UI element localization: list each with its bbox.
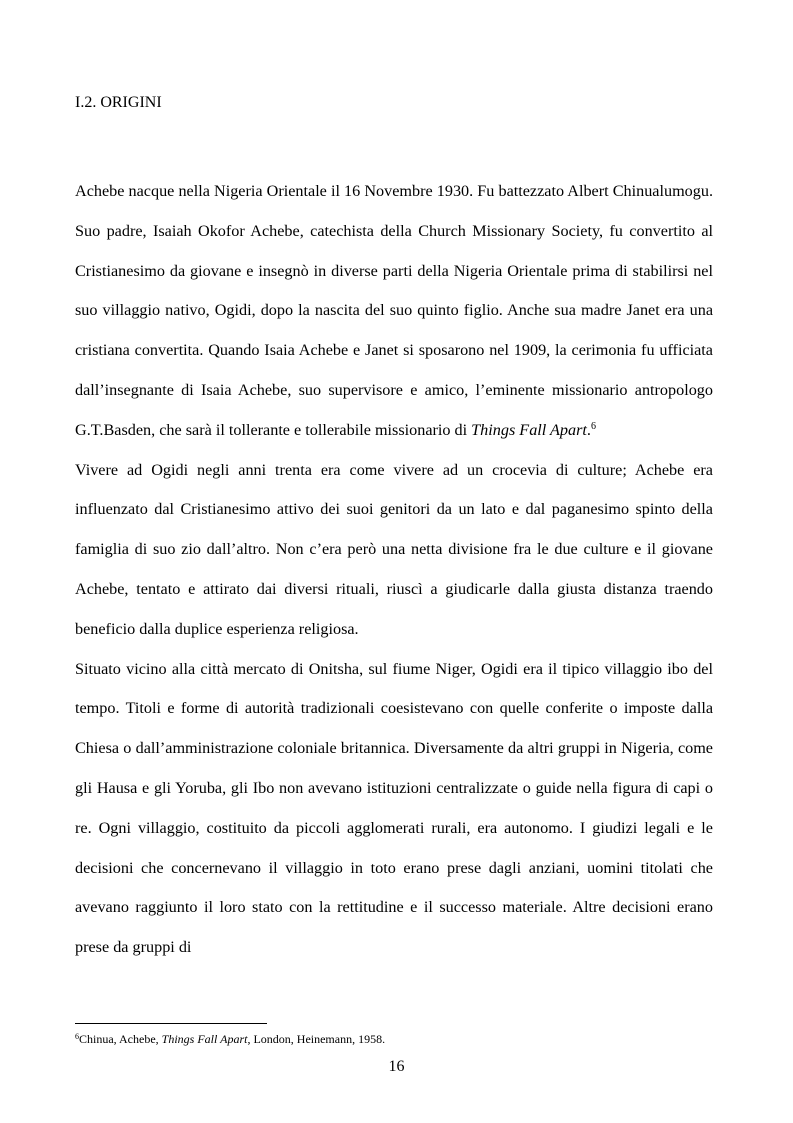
footnote xyxy=(75,1031,385,1047)
page-number: 16 xyxy=(388,1058,405,1075)
paragraph-1-end: . xyxy=(586,420,591,439)
footnote-text: Chinua, Achebe, xyxy=(79,1032,162,1046)
footnote-divider xyxy=(75,1023,267,1024)
paragraph-1-text: Achebe nacque nella Nigeria Orientale il 16 Novembre 1930. Fu battezzato Albert Chinualumogu. Suo padre, Isaiah Okofor Achebe, catechista della Church Missionary Society, fu convertito al Cristianesimo da giovane e insegnò in diverse parti della Nigeria Orientale prima di stabilirsi nel suo villaggio nativo, Ogidi, dopo la nascita del suo quinto figlio. Anche sua madre Janet era una cristiana convertita. Quando Isaia Achebe e Janet si sposarono nel 1909, la cerimonia fu ufficiata dall’insegnante di Isaia Achebe, suo supervisore e amico, l’eminente missionario antropologo G.T.Basden, che sarà il tollerante e tollerabile missionario di xyxy=(75,182,713,439)
footnote-reference[interactable]: 6 xyxy=(590,420,596,432)
book-title: Things Fall Apart xyxy=(471,420,587,439)
footnote-text-end: , London, Heinemann, 1958. xyxy=(247,1032,386,1046)
body-text xyxy=(75,172,713,968)
paragraph-2: Vivere ad Ogidi negli anni trenta era come vivere ad un crocevia di culture; Achebe era influenzato dal Cristianesimo attivo dei suoi genitori da un lato e dal paganesimo spinto della famiglia di suo zio dall’altro. Non c’era però una netta divisione fra le due culture e il giovane Achebe, tentato e attirato dai diversi rituali, riuscì a giudicarle dalla giusta distanza traendo beneficio dalla duplice esperienza religiosa. xyxy=(75,460,713,638)
paragraph-1 xyxy=(75,172,713,451)
footnote-marker: 6 xyxy=(75,1032,79,1041)
paragraph-3: Situato vicino alla città mercato di Onitsha, sul fiume Niger, Ogidi era il tipico villaggio ibo del tempo. Titoli e forme di autorità tradizionali coesistevano con quelle conferite o imposte dalla Chiesa o dall’amministrazione coloniale britannica. Diversamente da altri gruppi in Nigeria, come gli Hausa e gli Yoruba, gli Ibo non avevano istituzioni centralizzate o guide nella figura di capi o re. Ogni villaggio, costituito da piccoli agglomerati rurali, era autonomo. I giudizi legali e le decisioni che concernevano il villaggio in toto erano prese dagli anziani, uomini titolati che avevano raggiunto il loro stato con la rettitudine e il successo materiale. Altre decisioni erano prese da gruppi di xyxy=(75,659,713,957)
footnote-book-title: Things Fall Apart xyxy=(161,1032,248,1046)
section-heading: I.2. ORIGINI xyxy=(75,94,162,111)
